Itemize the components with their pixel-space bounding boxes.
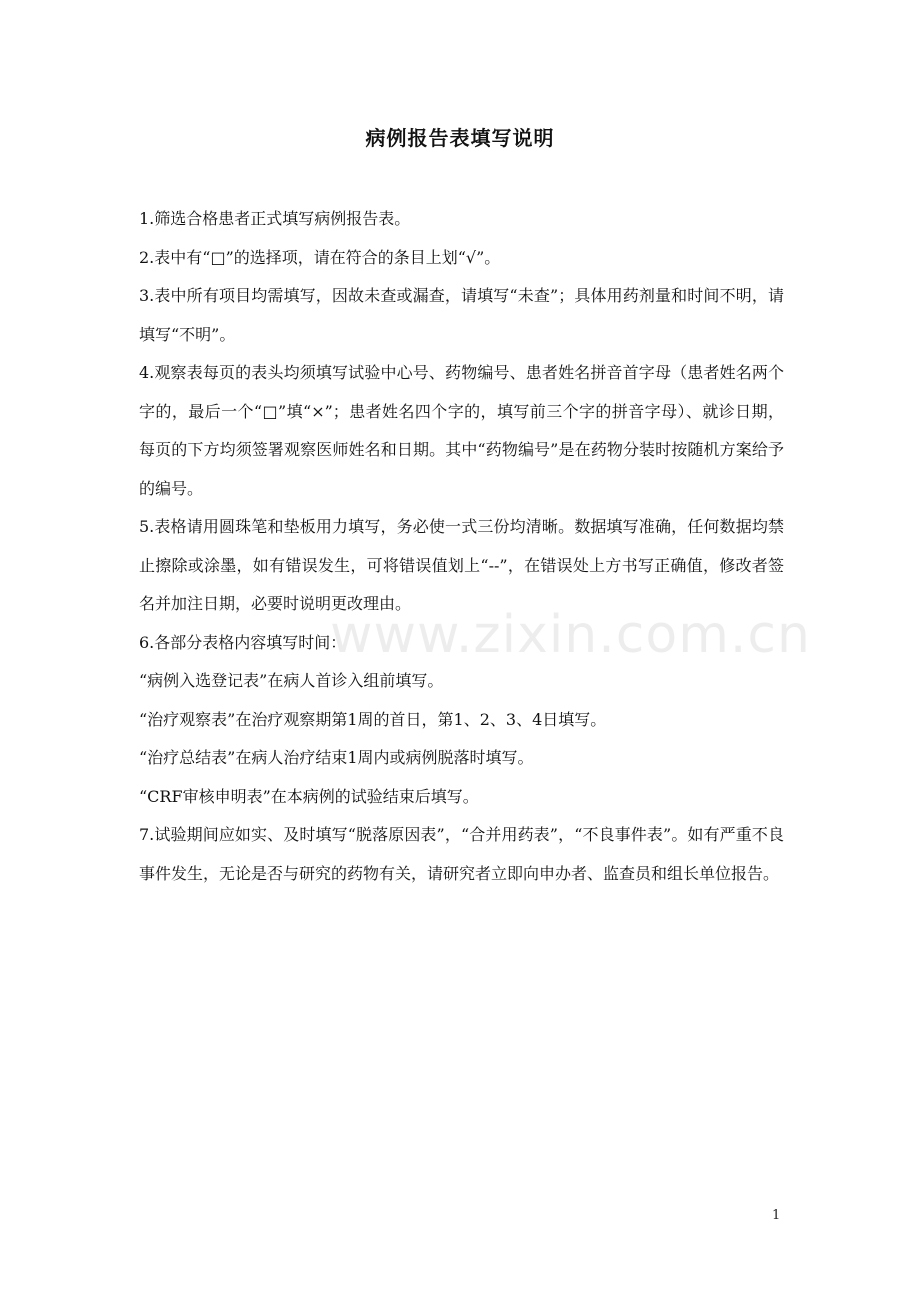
paragraph-6-item-4: “CRF审核申明表”在本病例的试验结束后填写。 (139, 786, 479, 806)
paragraph-7: 7.试验期间应如实、及时填写“脱落原因表”，“合并用药表”，“不良事件表”。如有严重不良事件发生，无论是否与研究的药物有关，请研究者立即向申办者、监查员和组长单位报告。 (139, 825, 784, 883)
paragraph-2: 2.表中有“□”的选择项，请在符合的条目上划“√”。 (139, 247, 501, 267)
paragraph-6-item-2: “治疗观察表”在治疗观察期第1周的首日，第1、2、3、4日填写。 (139, 709, 607, 729)
page-number: 1 (772, 1208, 781, 1223)
paragraph-5: 5.表格请用圆珠笔和垫板用力填写，务必使一式三份均清晰。数据填写准确，任何数据均禁止擦除或涂墨，如有错误发生，可将错误值划上“--”，在错误处上方书写正确值，修改者签名并加注日期，必要时说明更改理由。 (139, 517, 784, 613)
paragraph-6-item-1: “病例入选登记表”在病人首诊入组前填写。 (139, 671, 444, 690)
paragraph-6-item-3: “治疗总结表”在病人治疗结束1周内或病例脱落时填写。 (139, 748, 534, 767)
paragraph-6: 6.各部分表格内容填写时间： (139, 632, 347, 652)
document-body (139, 200, 784, 893)
paragraph-1: 1.筛选合格患者正式填写病例报告表。 (139, 209, 411, 228)
paragraph-3: 3.表中所有项目均需填写，因故未查或漏查，请填写“未查”；具体用药剂量和时间不明，请填写“不明”。 (139, 286, 784, 344)
document-title: 病例报告表填写说明 (365, 126, 555, 150)
paragraph-4: 4.观察表每页的表头均须填写试验中心号、药物编号、患者姓名拼音首字母（患者姓名两个字的，最后一个“□”填“×”；患者姓名四个字的，填写前三个字的拼音字母）、就诊日期，每页的下方均须签署观察医师姓名和日期。其中“药物编号”是在药物分装时按随机方案给予的编号。 (139, 363, 784, 498)
watermark: www.zixin.com.cn (330, 605, 811, 665)
